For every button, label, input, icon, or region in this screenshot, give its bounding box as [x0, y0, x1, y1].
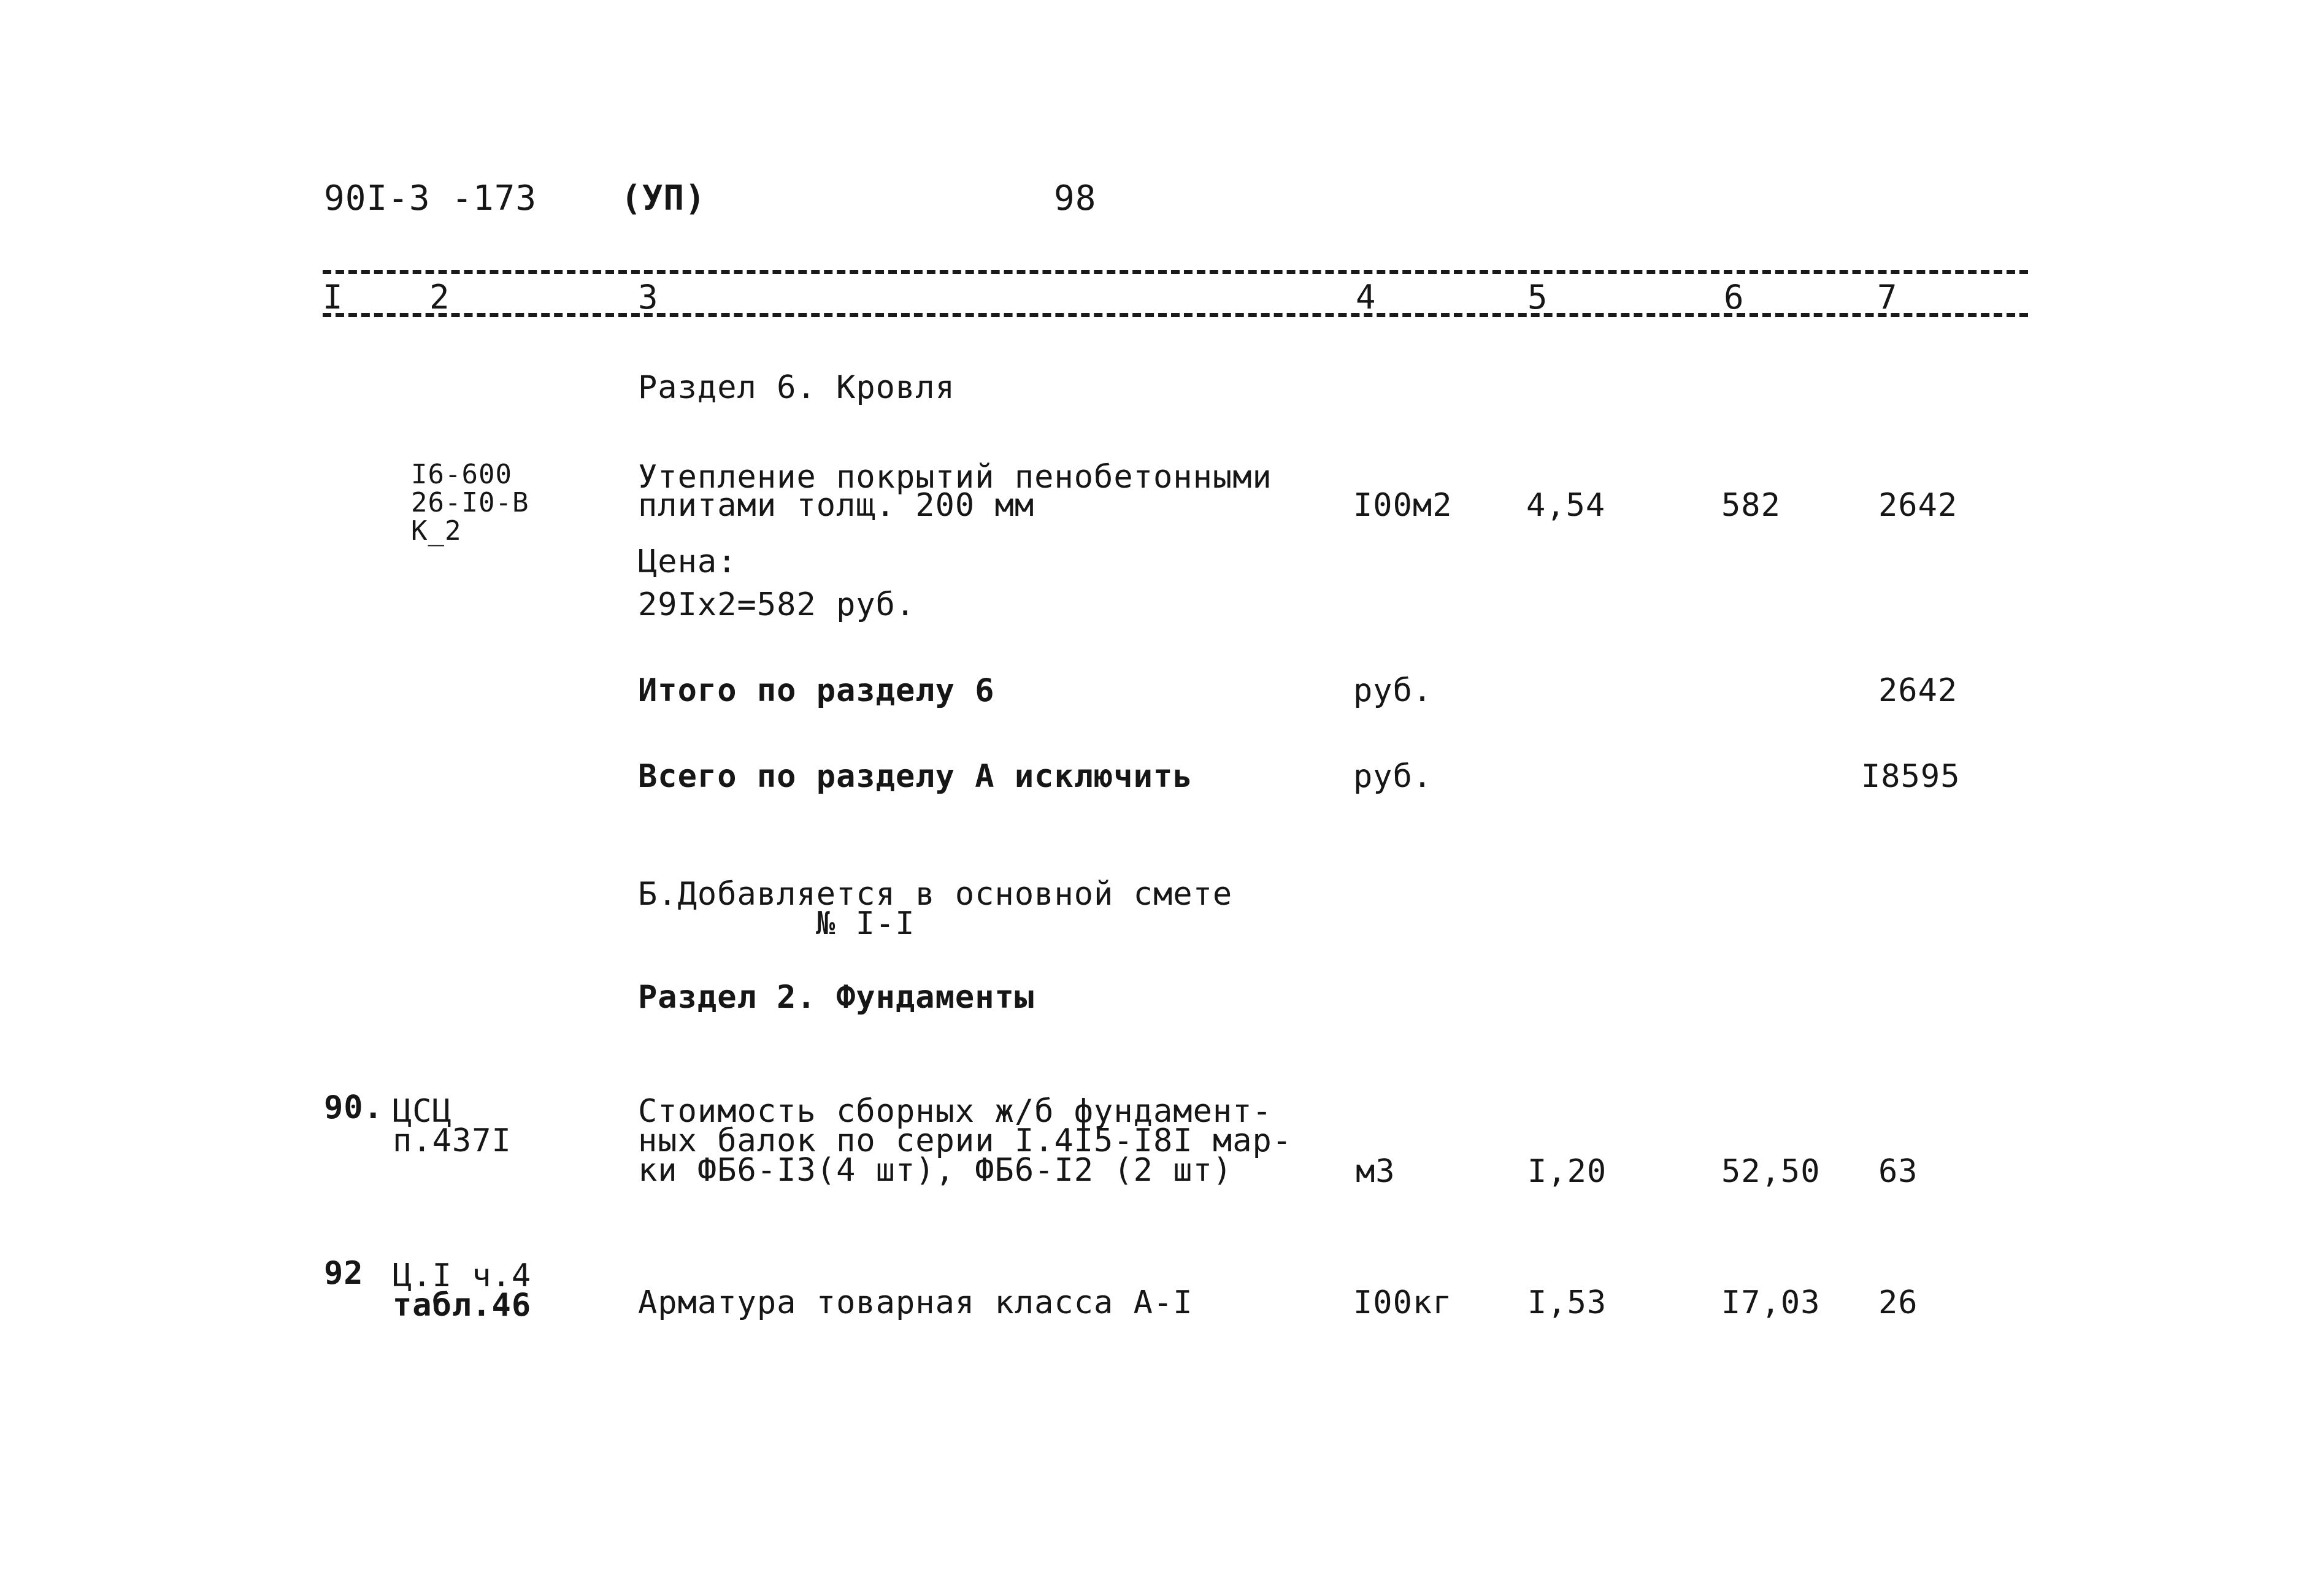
row-unit: I00м2 [1353, 487, 1453, 524]
column-number-1: I [323, 278, 343, 317]
grand-total-label: Всего по разделу А исключить [638, 758, 1193, 795]
grand-total-unit: руб. [1353, 758, 1433, 795]
row-code-line2: табл.46 [393, 1287, 532, 1324]
subtotal-unit: руб. [1353, 672, 1433, 709]
row-description: Арматура товарная класса А-I [638, 1284, 1193, 1321]
row-quantity: I,53 [1527, 1284, 1607, 1321]
table-top-rule [323, 270, 2028, 274]
section-code: (УП) [621, 178, 706, 218]
row-description-line1: Стоимость сборных ж/б фундамент- [638, 1093, 1272, 1130]
row-code-line1: Ц.I ч.4 [393, 1257, 532, 1294]
row-unit-price: 582 [1721, 487, 1781, 524]
subtotal-total: 2642 [1878, 672, 1958, 709]
row-code-line1: I6-600 [411, 459, 512, 490]
column-number-7: 7 [1877, 278, 1897, 317]
price-calculation: 29Iх2=582 руб. [638, 586, 916, 623]
section-6-title: Раздел 6. Кровля [638, 369, 955, 406]
row-code-line1: ЦСЦ [393, 1093, 452, 1130]
column-number-5: 5 [1527, 278, 1548, 317]
row-unit-price: 52,50 [1721, 1153, 1821, 1190]
row-description-line2: ных балок по серии I.4I5-I8I мар- [638, 1122, 1293, 1159]
row-unit-price: I7,03 [1721, 1284, 1821, 1321]
row-description-line1: Утепление покрытий пенобетонными [638, 459, 1272, 496]
column-number-3: 3 [638, 278, 658, 317]
row-total: 2642 [1878, 487, 1958, 524]
column-number-2: 2 [429, 278, 450, 317]
row-code-line2: п.437I [393, 1122, 512, 1159]
section-b-title: Б.Добавляется в основной смете [638, 876, 1233, 913]
row-total: 63 [1878, 1153, 1918, 1190]
table-header-rule [323, 313, 2028, 317]
row-quantity: I,20 [1527, 1153, 1607, 1190]
document-code: 90I-3 -173 [324, 178, 537, 218]
row-unit: м3 [1356, 1153, 1396, 1190]
row-total: 26 [1878, 1284, 1918, 1321]
section-b-estimate-number: № I-I [816, 905, 915, 942]
row-number: 92 [324, 1255, 364, 1292]
row-quantity: 4,54 [1526, 487, 1606, 524]
row-code-line3: К_2 [411, 515, 462, 547]
page-number: 98 [1054, 178, 1097, 218]
subtotal-label: Итого по разделу 6 [638, 672, 995, 709]
column-number-4: 4 [1356, 278, 1376, 317]
column-number-6: 6 [1724, 278, 1744, 317]
row-unit: I00кг [1353, 1284, 1453, 1321]
row-number: 90. [324, 1089, 383, 1126]
price-label: Цена: [638, 543, 737, 580]
row-description-line2: плитами толщ. 200 мм [638, 487, 1035, 524]
row-description-line3: ки ФБ6-I3(4 шт), ФБ6-I2 (2 шт) [638, 1152, 1233, 1189]
row-code-line2: 26-I0-В [411, 487, 529, 518]
section-2-title: Раздел 2. Фундаменты [638, 979, 1035, 1016]
grand-total-value: I8595 [1861, 758, 1961, 795]
